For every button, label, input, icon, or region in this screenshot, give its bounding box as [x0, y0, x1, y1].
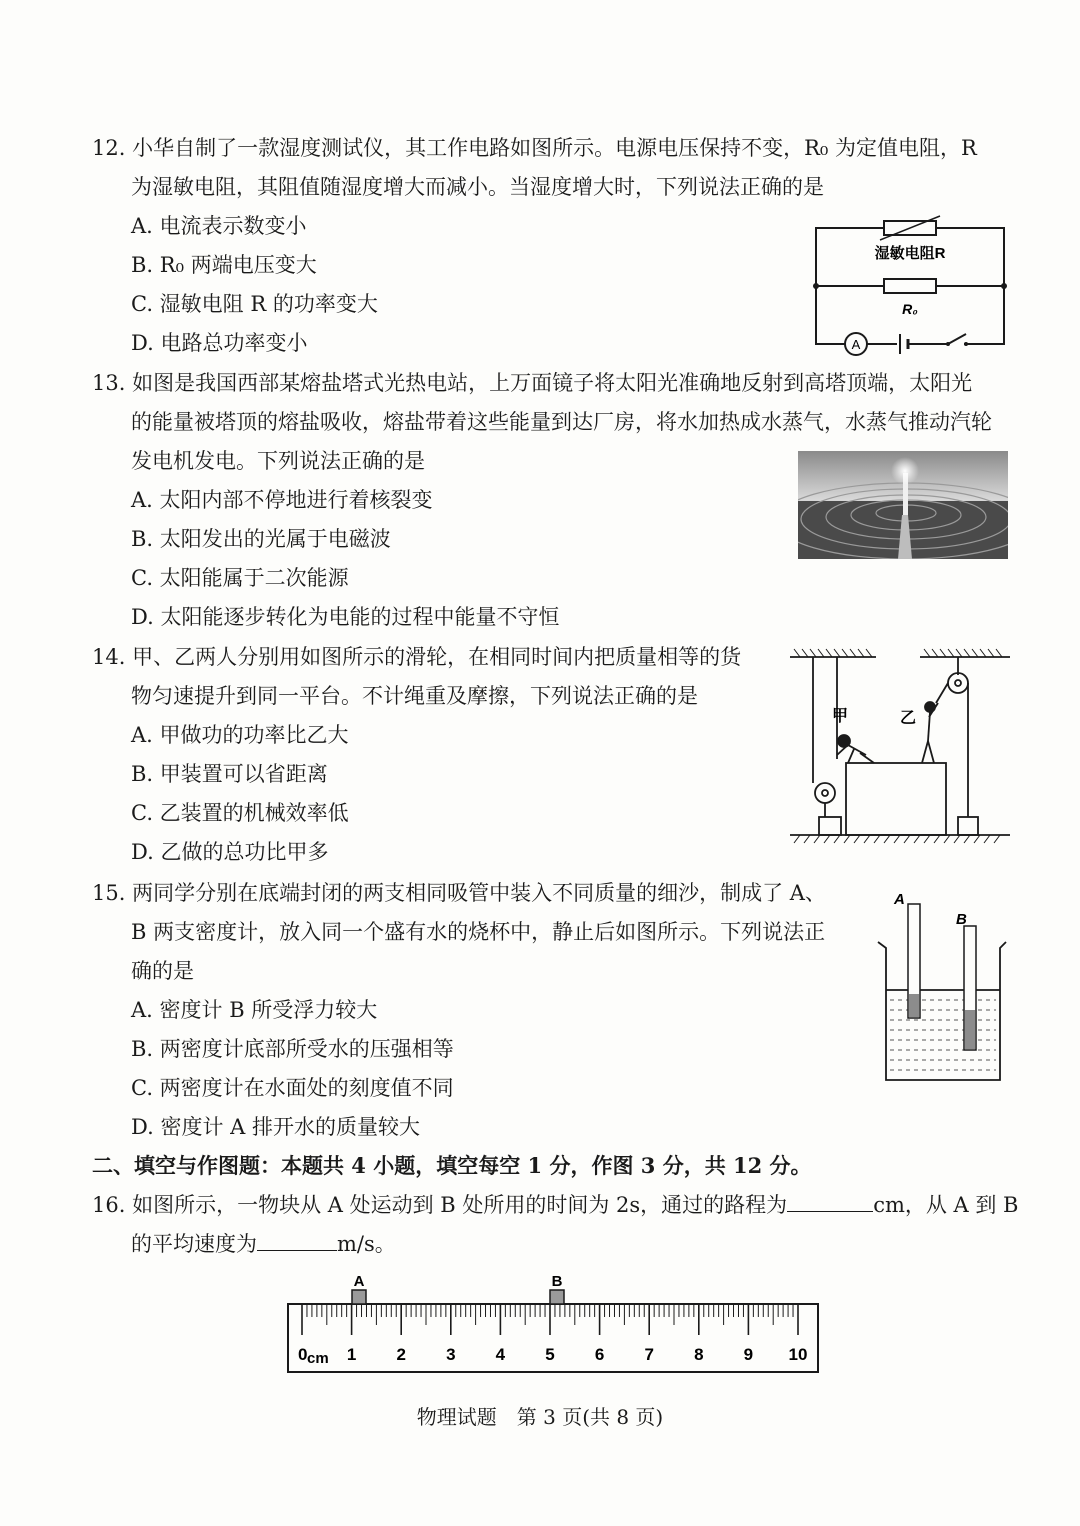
q14-option-a: A. 甲做功的功率比乙大 [131, 723, 349, 747]
q13-stem-line2: 的能量被塔顶的熔盐吸收，熔盐带着这些能量到达厂房，将水加热成水蒸气，水蒸气推动汽轮 [131, 410, 992, 434]
q13-option-d: D. 太阳能逐步转化为电能的过程中能量不守恒 [131, 605, 560, 629]
q13-option-c: C. 太阳能属于二次能源 [131, 566, 349, 590]
q12-fig-label-r0: R₀ [902, 301, 918, 317]
q15-fig-label-b: B [956, 911, 967, 928]
section-2-heading: 二、填空与作图题：本题共 4 小题，填空每空 1 分，作图 3 分，共 12 分。 [92, 1153, 812, 1178]
q16-stem-line1-tail: cm，从 A 到 B [873, 1193, 1019, 1217]
q12-option-b: B. R₀ 两端电压变大 [131, 253, 317, 277]
q12-fig-label-ammeter: A [851, 337, 861, 352]
q16-marker-a: A [353, 1273, 365, 1290]
q16-stem-line2-tail: m/s。 [337, 1232, 396, 1256]
ruler-label: 5 [545, 1345, 555, 1364]
ruler-label: 2 [396, 1345, 406, 1364]
q16-stem-line2 [131, 1229, 396, 1259]
q14-option-b: B. 甲装置可以省距离 [131, 762, 328, 786]
q13-solar-plant-photo [798, 451, 1008, 559]
ruler-label: 3 [446, 1345, 456, 1364]
ruler-label: 4 [495, 1345, 506, 1364]
q16-blank-distance[interactable] [787, 1191, 873, 1212]
ruler-label: 9 [743, 1345, 754, 1364]
q16-block-b [550, 1290, 564, 1304]
q12-option-d: D. 电路总功率变小 [131, 331, 308, 355]
q14-fig-label-jia: 甲 [832, 708, 849, 725]
q13-option-b: B. 太阳发出的光属于电磁波 [131, 527, 391, 551]
q15-option-c: C. 两密度计在水面处的刻度值不同 [131, 1076, 454, 1100]
ruler-label: 7 [644, 1345, 654, 1364]
q12-stem-line2: 为湿敏电阻，其阻值随湿度增大而减小。当湿度增大时，下列说法正确的是 [131, 175, 824, 199]
q16-ruler-diagram [280, 1268, 830, 1380]
q15-option-d: D. 密度计 A 排开水的质量较大 [131, 1115, 420, 1139]
ruler-label: 8 [694, 1345, 704, 1364]
q12-option-c: C. 湿敏电阻 R 的功率变大 [131, 292, 378, 316]
page-footer: 物理试题 第 3 页(共 8 页) [416, 1405, 664, 1429]
q15-stem-line3: 确的是 [131, 959, 194, 983]
q13-stem-line1: 13. 如图是我国西部某熔盐塔式光热电站，上万面镜子将太阳光准确地反射到高塔顶端，太阳光 [92, 371, 973, 395]
q15-option-a: A. 密度计 B 所受浮力较大 [131, 998, 378, 1022]
q16-stem-line1-text: 16. 如图所示，一物块从 A 处运动到 B 处所用的时间为 2s，通过的路程为 [92, 1193, 788, 1217]
q16-stem-line1 [92, 1190, 1019, 1220]
q15-beaker-diagram [872, 886, 1008, 1084]
ruler-label: 6 [594, 1345, 605, 1364]
q16-marker-b: B [551, 1273, 563, 1290]
q14-stem-line2: 物匀速提升到同一平台。不计绳重及摩擦，下列说法正确的是 [131, 684, 698, 708]
q14-option-d: D. 乙做的总功比甲多 [131, 840, 329, 864]
q12-stem-line1: 12. 小华自制了一款湿度测试仪，其工作电路如图所示。电源电压保持不变，R₀ 为定值电阻，R [92, 136, 977, 160]
ruler-label: 1 [346, 1345, 357, 1364]
q16-ruler-unit: cm [307, 1350, 329, 1367]
ruler-label: 0 [298, 1345, 308, 1364]
q14-fig-label-yi: 乙 [900, 710, 917, 727]
q15-option-b: B. 两密度计底部所受水的压强相等 [131, 1037, 454, 1061]
q12-option-a: A. 电流表示数变小 [131, 214, 307, 238]
q12-fig-label-r: 湿敏电阻R [874, 245, 946, 262]
q14-option-c: C. 乙装置的机械效率低 [131, 801, 349, 825]
q15-stem-line2: B 两支密度计，放入同一个盛有水的烧杯中，静止后如图所示。下列说法正 [131, 920, 826, 944]
q14-stem-line1: 14. 甲、乙两人分别用如图所示的滑轮，在相同时间内把质量相等的货 [92, 645, 742, 669]
q16-block-a [352, 1290, 366, 1304]
q12-circuit-diagram [808, 212, 1012, 362]
q16-stem-line2-text: 的平均速度为 [131, 1232, 257, 1256]
q13-stem-line3: 发电机发电。下列说法正确的是 [131, 449, 425, 473]
q14-pulley-diagram [788, 645, 1014, 845]
q13-option-a: A. 太阳内部不停地进行着核裂变 [131, 488, 433, 512]
q15-stem-line1: 15. 两同学分别在底端封闭的两支相同吸管中装入不同质量的细沙，制成了 A、 [92, 881, 826, 905]
ruler-label: 10 [788, 1345, 808, 1364]
q15-fig-label-a: A [894, 891, 905, 908]
q16-blank-speed[interactable] [257, 1230, 337, 1251]
